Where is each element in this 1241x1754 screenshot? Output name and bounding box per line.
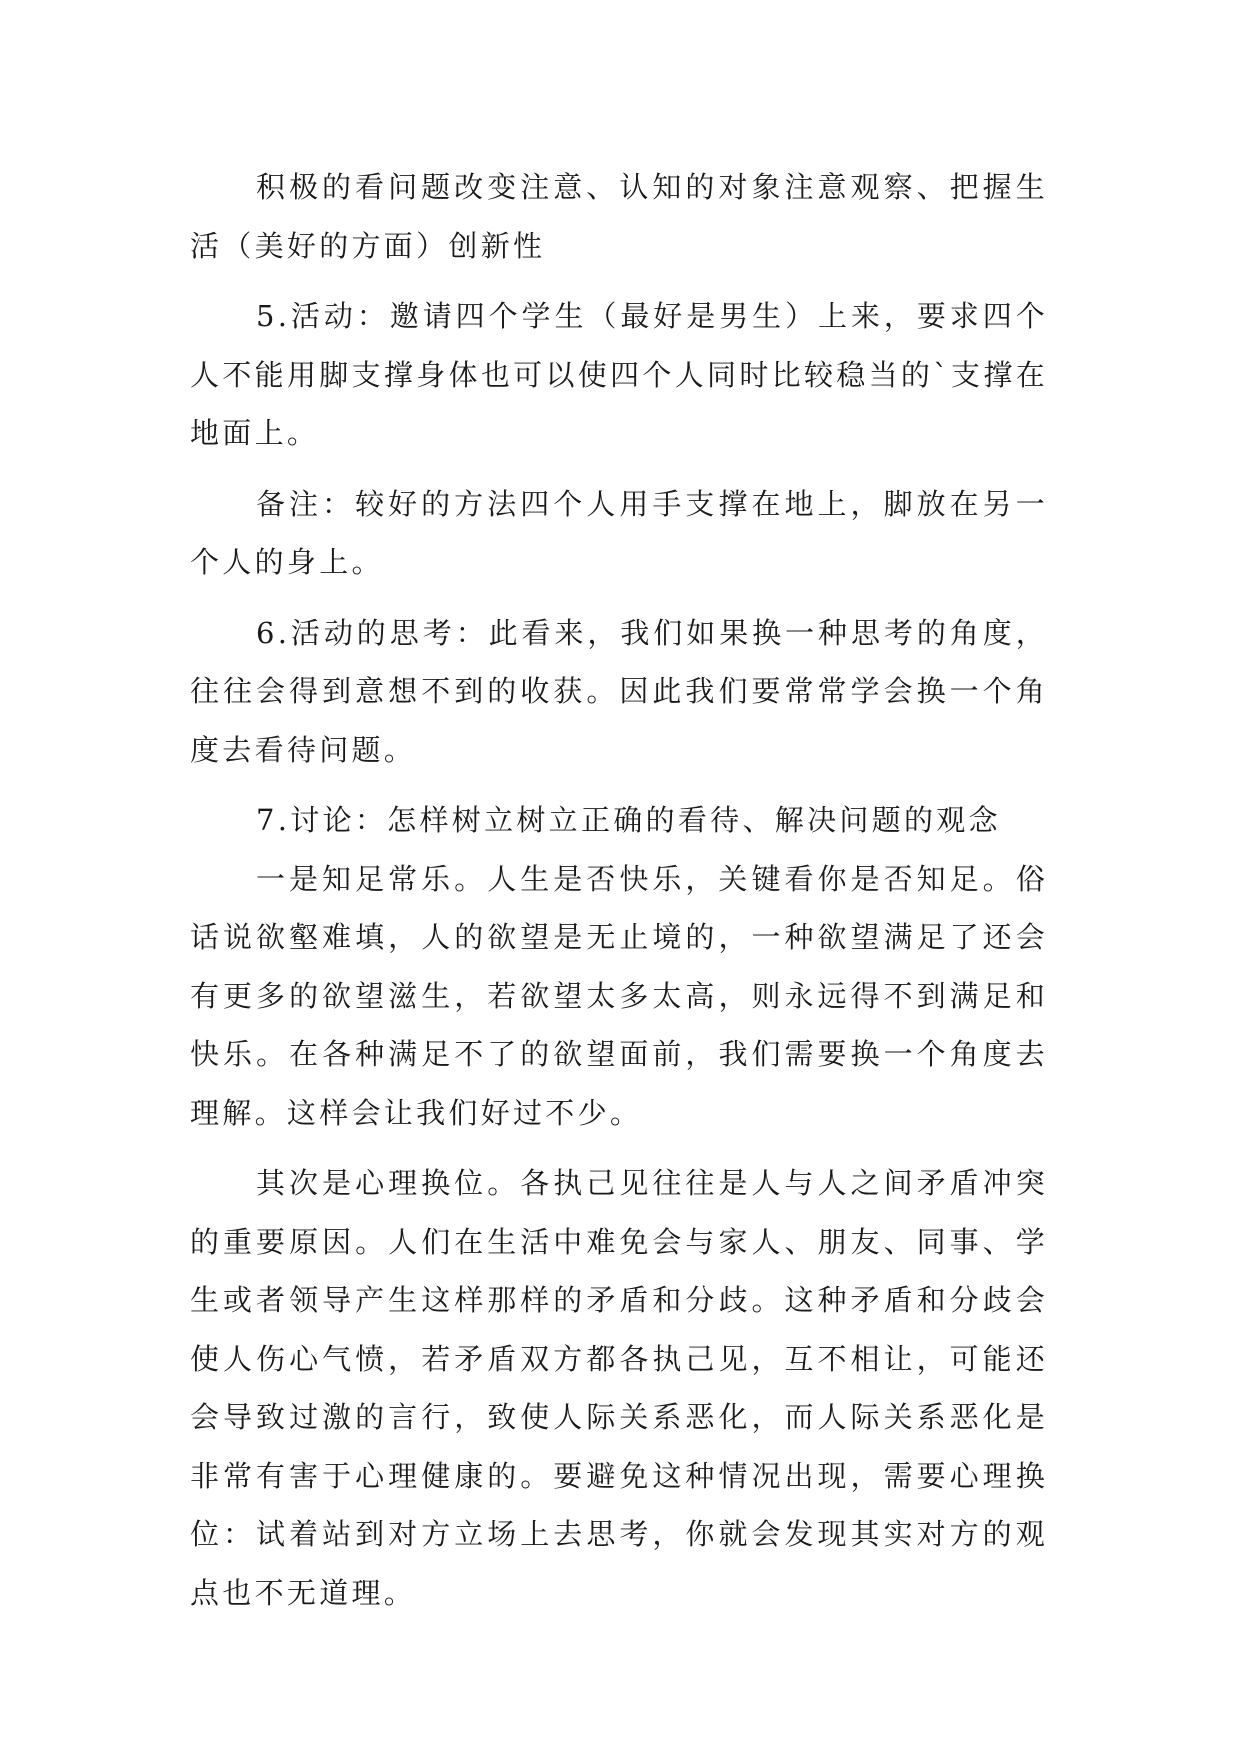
paragraph-activity-6: 6.活动的思考：此看来，我们如果换一种思考的角度，往往会得到意想不到的收获。因此我们要常常学会换一个角度去看待问题。 [190, 615, 1048, 767]
paragraph-discussion-7: 7.讨论：怎样树立树立正确的看待、解决问题的观念 [256, 803, 1001, 837]
paragraph-positive-view: 积极的看问题改变注意、认知的对象注意观察、把握生活（美好的方面）创新性 [190, 170, 1048, 263]
paragraph-empathy: 其次是心理换位。各执己见往往是人与人之间矛盾冲突的重要原因。人们在生活中难免会与家人、朋友、同事、学生或者领导产生这样那样的矛盾和分歧。这种矛盾和分歧会使人伤心气愤，若矛盾双方都各执己见，互不相让，可能还会导致过激的言行，致使人际关系恶化，而人际关系恶化是非常有害于心理健康的。要避免这种情况出现，需要心理换位：试着站到对方立场上去思考，你就会发现其实对方的观点也不无道理。 [190, 1166, 1048, 1610]
document-body [190, 158, 1048, 1622]
paragraph-remark: 备注：较好的方法四个人用手支撑在地上，脚放在另一个人的身上。 [190, 486, 1048, 579]
paragraph-activity-5: 5.活动：邀请四个学生（最好是男生）上来，要求四个人不能用脚支撑身体也可以使四个人同时比较稳当的`支撑在地面上。 [190, 299, 1048, 450]
paragraph-contentment: 一是知足常乐。人生是否快乐，关键看你是否知足。俗话说欲壑难填，人的欲望是无止境的，一种欲望满足了还会有更多的欲望滋生，若欲望太多太高，则永远得不到满足和快乐。在各种满足不了的欲望面前，我们需要换一个角度去理解。这样会让我们好过不少。 [190, 861, 1048, 1130]
